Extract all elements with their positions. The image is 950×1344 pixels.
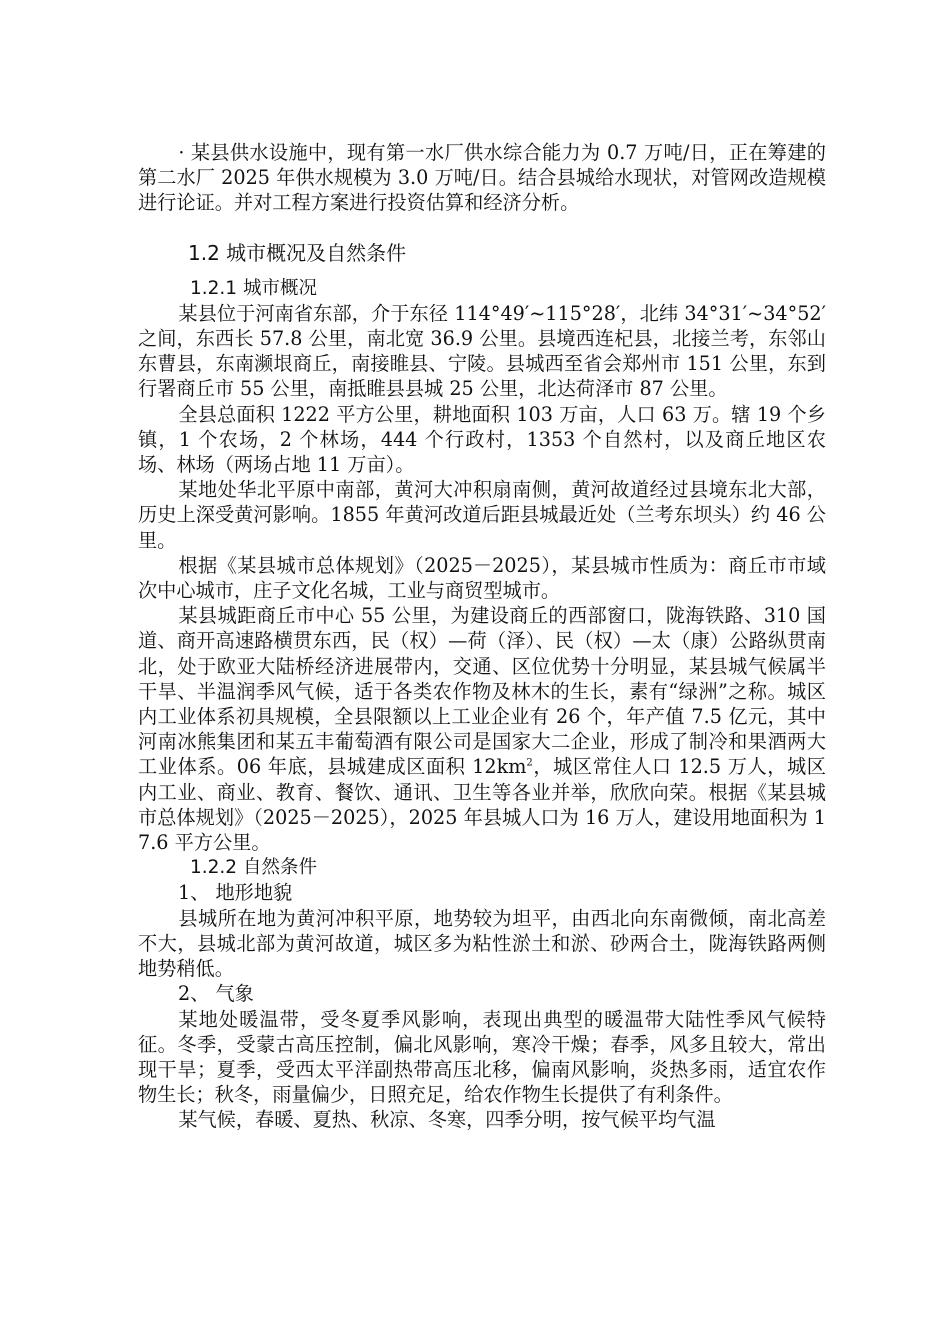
- superscript-2: 2: [526, 758, 533, 770]
- document-body: [138, 140, 826, 1133]
- paragraph-terrain: 县城所在地为黄河冲积平原，地势较为坦平，由西北向东南微倾，南北高差不大，县城北部为黄河故道，城区多为粘性淤土和淤、砂两合土，陇海铁路两侧地势稍低。: [138, 906, 826, 981]
- paragraph-area-population: 全县总面积 1222 平方公里，耕地面积 103 万亩，人口 63 万。辖 19 个乡镇，1 个农场，2 个林场，444 个行政村，1353 个自然村，以及商丘地区农场、林场（两场占地 11 万亩）。: [138, 402, 826, 477]
- paragraph-transport-text-cont: ，城区常住人口 12.5 万人，城区内工业、商业、教育、餐饮、通讯、卫生等各业并举，欣欣向荣。根据《某县城市总体规划》（2025－2025），2025 年县城人口为 16 万人，建设用地面积为 17.6 平方公里。: [138, 755, 826, 855]
- paragraph-weather: 某地处暖温带，受冬夏季风影响，表现出典型的暖温带大陆性季风气候特征。冬季，受蒙古高压控制，偏北风影响，寒冷干燥；春季，风多且较大，常出现干旱；夏季，受西太平洋副热带高压北移，偏南风影响，炎热多雨，适宜农作物生长；秋冬，雨量偏少，日照充足，给农作物生长提供了有利条件。: [138, 1007, 826, 1107]
- paragraph-location: 某县位于河南省东部，介于东径 114°49′~115°28′，北纬 34°31′~34°52′之间，东西长 57.8 公里，南北宽 36.9 公里。县境西连杞县，北接兰考，东邻山东曹县，东南濒垠商丘，南接睢县、宁陵。县城西至省会郑州市 151 公里，东到行署商丘市 55 公里，南抵睢县县城 25 公里，北达荷泽市 87 公里。: [138, 301, 826, 401]
- subsection-title-weather: 2、 气象: [178, 982, 254, 1006]
- paragraph-transport-industry: [138, 603, 826, 855]
- section-heading-1-2-2: 1.2.2 自然条件: [190, 857, 317, 879]
- paragraph-geography: 某地处华北平原中南部，黄河大冲积扇南侧，黄河故道经过县境东北大部，历史上深受黄河影响。1855 年黄河改道后距县城最近处（兰考东坝头）约 46 公里。: [138, 478, 826, 552]
- paragraph-city-nature: 根据《某县城市总体规划》（2025－2025），某县城市性质为：商丘市市域次中心城市，庄子文化名城，工业与商贸型城市。: [138, 553, 826, 603]
- section-heading-1-2: 1.2 城市概况及自然条件: [188, 240, 407, 265]
- paragraph-climate: 某气候，春暖、夏热、秋凉、冬寒，四季分明，按气候平均气温: [178, 1108, 716, 1132]
- section-heading-1-2-1: 1.2.1 城市概况: [190, 277, 317, 299]
- paragraph-transport-text: 某县城距商丘市中心 55 公里，为建设商丘的西部窗口，陇海铁路、310 国道、商开高速路横贯东西，民（权）—荷（泽）、民（权）—太（康）公路纵贯南北，处于欧亚大陆桥经济进展带内，交通、区位优势十分明显，某县城气候属半干旱、半温润季风气候，适于各类农作物及林木的生长，素有“绿洲”之称。城区内工业体系初具规模，全县限额以上工业企业有 26 个，年产值 7.5 亿元，其中河南冰熊集团和某五丰葡萄酒有限公司是国家大二企业，形成了制冷和果酒两大工业体系。06 年底，县城建成区面积 12km: [138, 604, 826, 779]
- intro-paragraph: · 某县供水设施中，现有第一水厂供水综合能力为 0.7 万吨/日，正在筹建的第二水厂 2025 年供水规模为 3.0 万吨/日。结合县城给水现状，对管网改造规模进行论证。并对工程方案进行投资估算和经济分析。: [138, 141, 826, 215]
- subsection-title-terrain: 1、 地形地貌: [178, 881, 293, 905]
